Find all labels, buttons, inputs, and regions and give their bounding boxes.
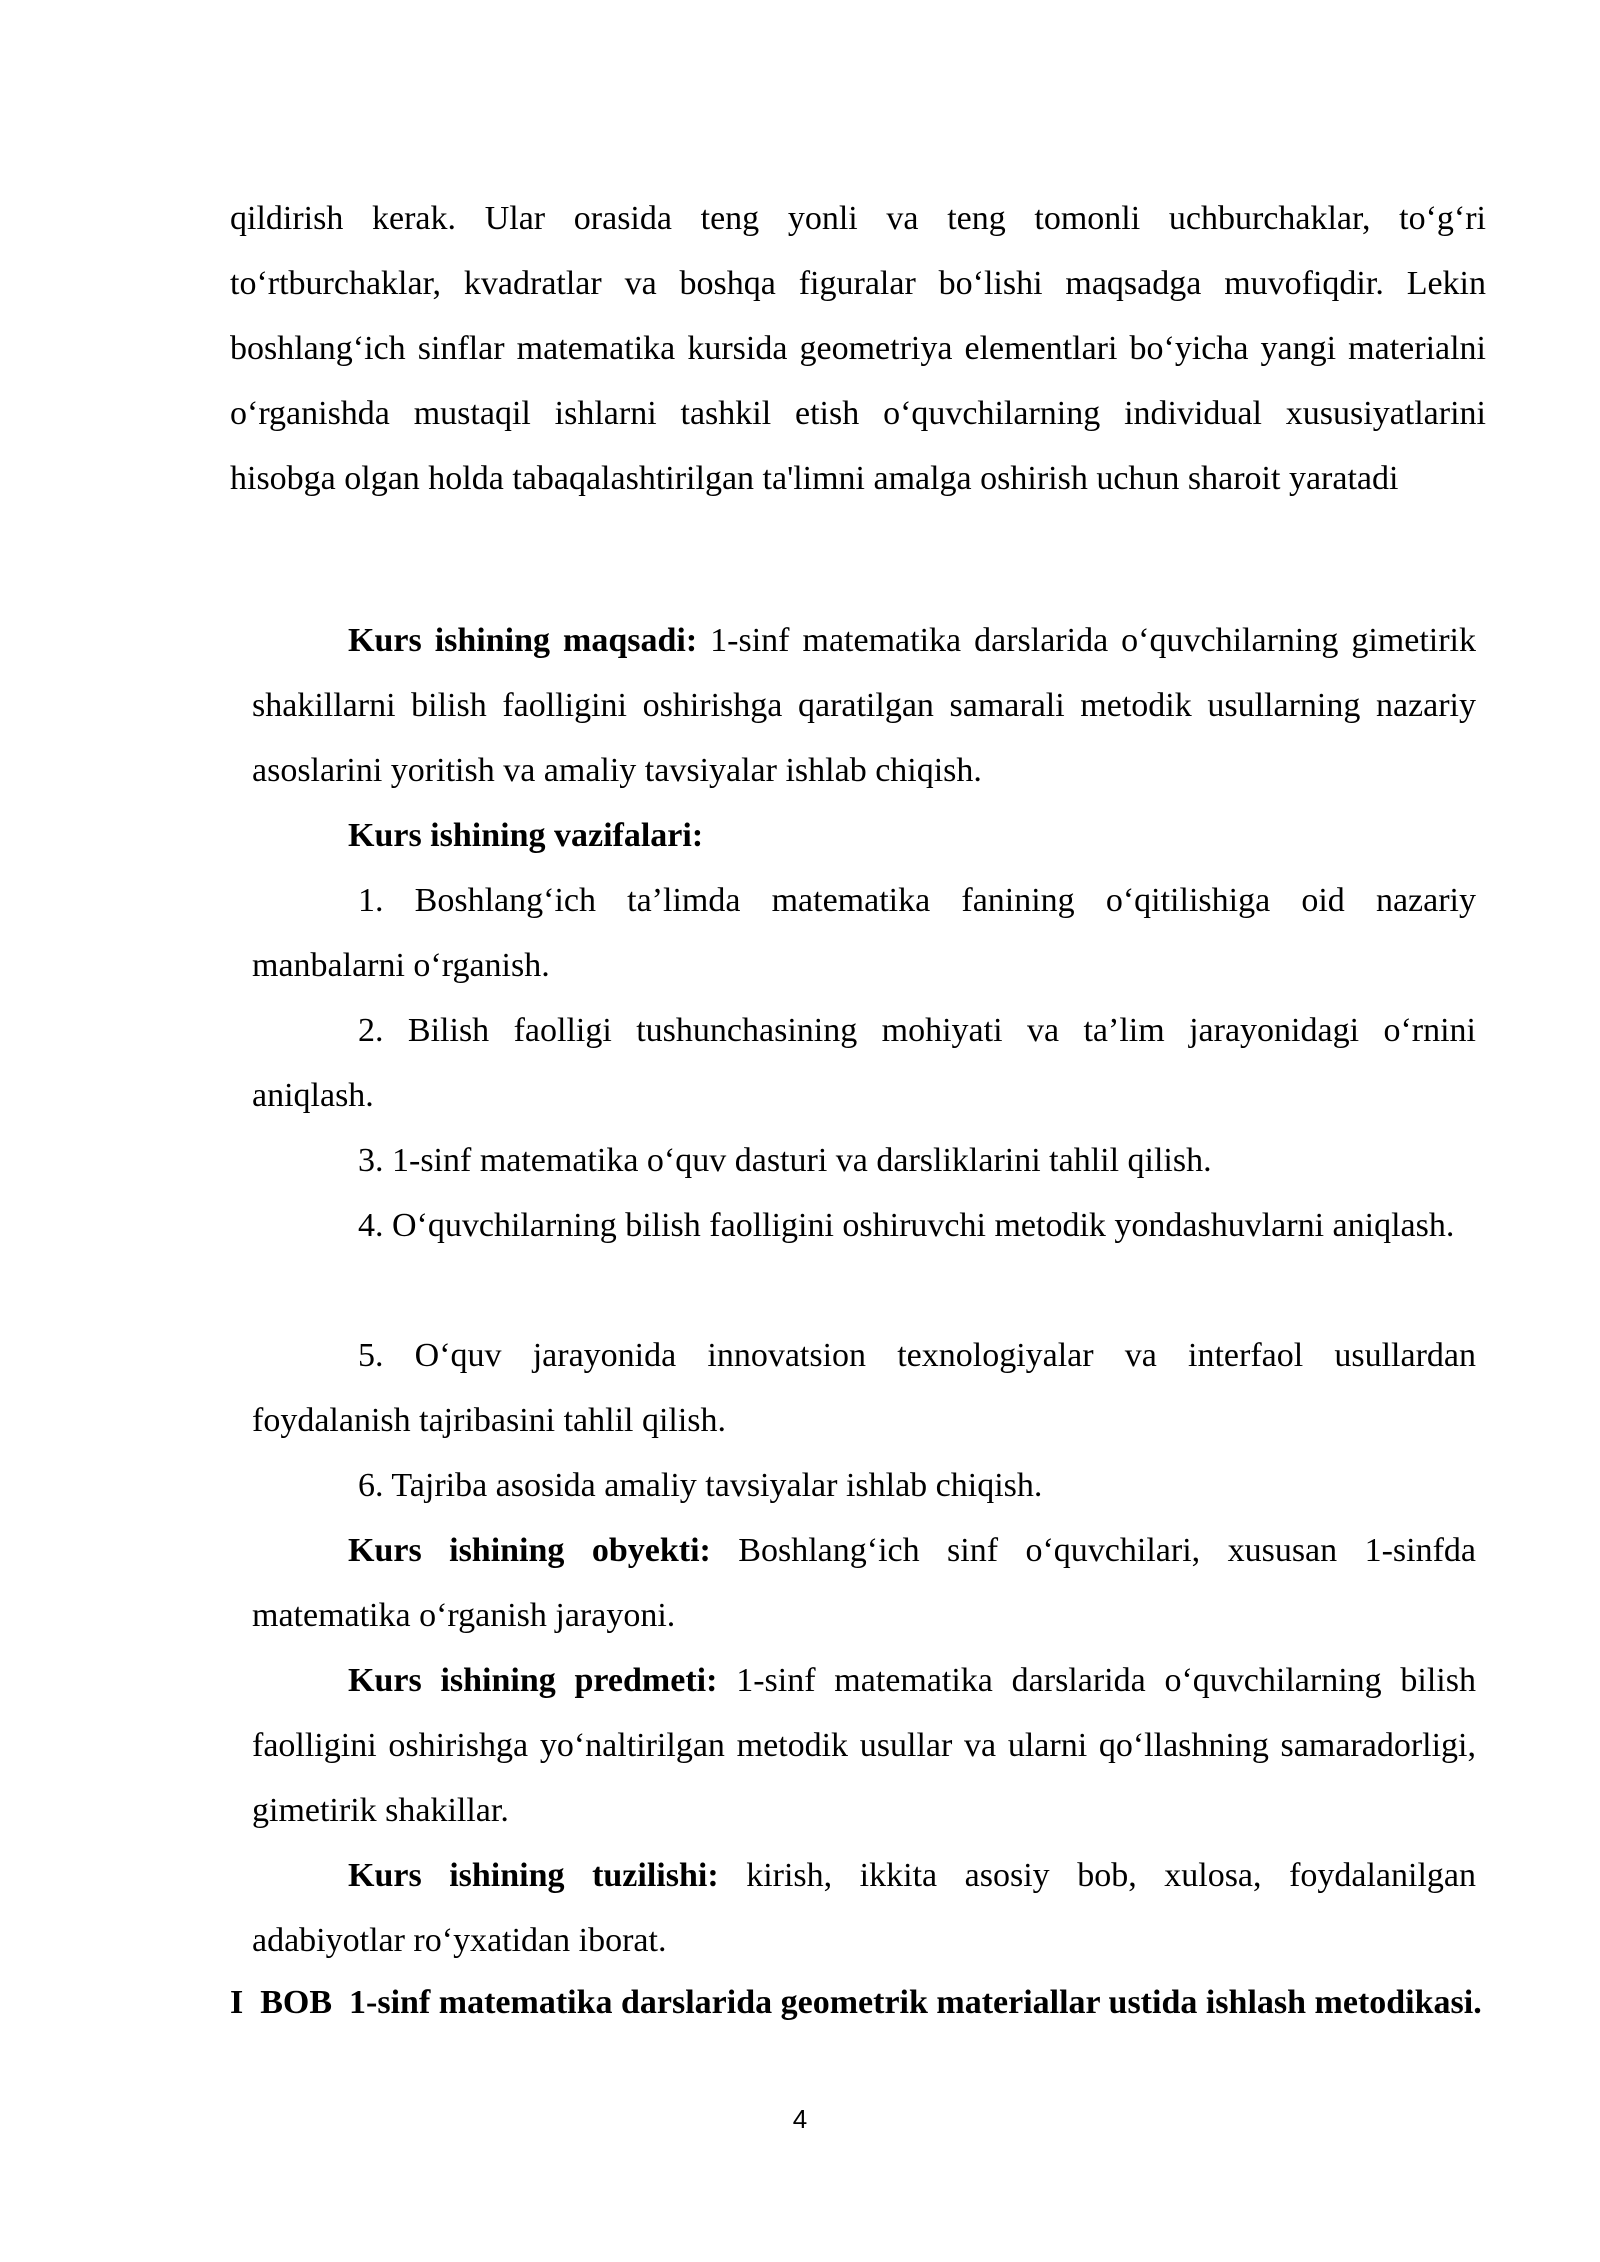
- tasks-heading: [252, 803, 1476, 868]
- intro-paragraph: qildirish kerak. Ular orasida teng yonli va teng tomonli uchburchaklar, to‘g‘ri to‘rtburchaklar, kvadratlar va boshqa figuralar bo‘lishi maqsadga muvofiqdir. Lekin boshlang‘ich sinflar matematika kursida geometriya elementlari bo‘yicha yangi materialni o‘rganishda mustaqil ishlarni tashkil etish o‘quvchilarning individual xususiyatlarini hisobga olgan holda tabaqalashtirilgan ta'limni amalga oshirish uchun sharoit yaratadi: [230, 200, 1486, 497]
- subject-label: Kurs ishining predmeti:: [348, 1662, 718, 1699]
- goal-paragraph: [252, 608, 1476, 803]
- structure-paragraph: [252, 1843, 1476, 1973]
- tasks-label: Kurs ishining vazifalari:: [348, 817, 704, 854]
- structure-label: Kurs ishining tuzilishi:: [348, 1857, 719, 1894]
- goal-label: Kurs ishining maqsadi:: [348, 622, 698, 659]
- chapter-heading: I BOB 1-sinf matematika darslarida geometrik materiallar ustida ishlash metodikasi.: [230, 1984, 1482, 2021]
- object-paragraph: [252, 1518, 1476, 1648]
- task-item: 3. 1-sinf matematika o‘quv dasturi va darsliklarini tahlil qilish.: [358, 1142, 1212, 1179]
- task-item: 2. Bilish faolligi tushunchasining mohiyati va ta’lim jarayonidagi o‘rnini aniqlash.: [252, 1012, 1476, 1114]
- subject-paragraph: [252, 1648, 1476, 1843]
- goal-text: 1-sinf matematika darslarida o‘quvchilarning gimetirik shakillarni bilish faolligini oshirishga qaratilgan samarali metodik usullarning nazariy asoslarini yoritish va amaliy tavsiyalar ishlab chiqish.: [252, 622, 1476, 789]
- object-text: Boshlang‘ich sinf o‘quvchilari, xususan 1-sinfda matematika o‘rganish jarayoni.: [252, 1532, 1476, 1634]
- task-item: 6. Tajriba asosida amaliy tavsiyalar ishlab chiqish.: [358, 1467, 1043, 1504]
- task-item: 1. Boshlang‘ich ta’limda matematika fanining o‘qitilishiga oid nazariy manbalarni o‘rganish.: [252, 882, 1476, 984]
- task-item: 5. O‘quv jarayonida innovatsion texnologiyalar va interfaol usullardan foydalanish tajribasini tahlil qilish.: [252, 1337, 1476, 1439]
- task-item: 4. O‘quvchilarning bilish faolligini oshiruvchi metodik yondashuvlarni aniqlash.: [358, 1207, 1455, 1244]
- subject-text: 1-sinf matematika darslarida o‘quvchilarning bilish faolligini oshirishga yo‘naltirilgan metodik usullar va ularni qo‘llashning samaradorligi, gimetirik shakillar.: [252, 1662, 1476, 1829]
- structure-text: kirish, ikkita asosiy bob, xulosa, foydalanilgan adabiyotlar ro‘yxatidan iborat.: [252, 1857, 1476, 1959]
- object-label: Kurs ishining obyekti:: [348, 1532, 711, 1569]
- page-number: 4: [792, 2104, 808, 2134]
